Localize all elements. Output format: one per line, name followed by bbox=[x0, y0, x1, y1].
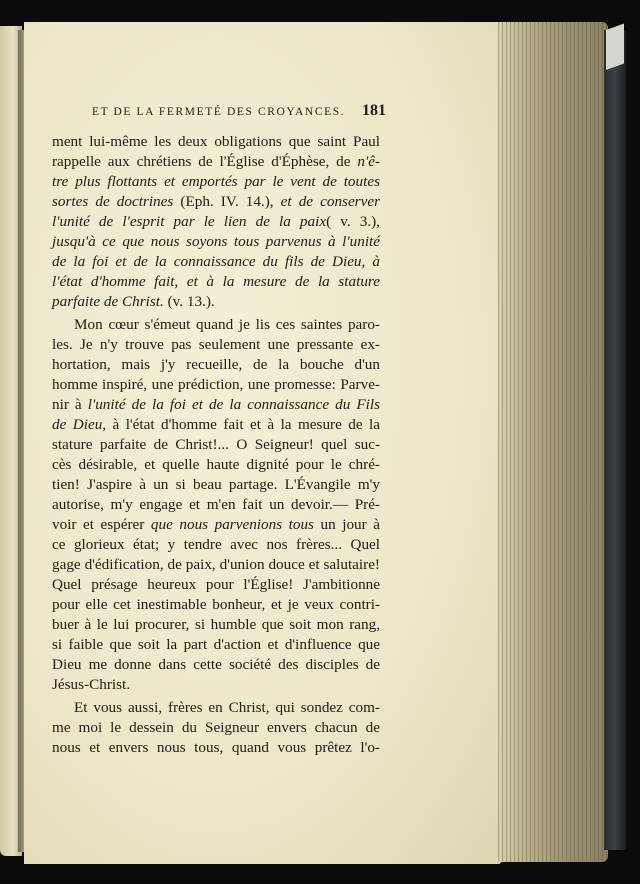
italic-segment: jusqu'à ce que nous soyons tous parvenus à l'unité bbox=[52, 233, 380, 250]
text-line bbox=[52, 595, 380, 615]
text-line bbox=[52, 415, 380, 435]
text-line bbox=[52, 395, 380, 415]
page-content bbox=[52, 102, 386, 758]
text-segment: tien! J'aspire à un si beau partage. L'Évangile m'y bbox=[52, 476, 380, 493]
text-line bbox=[52, 718, 380, 738]
italic-segment: de la foi et de la connaissance du fils de Dieu, à bbox=[52, 253, 380, 270]
text-line bbox=[52, 272, 380, 292]
text-segment: hortation, mais j'y recueille, de la bouche d'un bbox=[52, 356, 380, 373]
text-line bbox=[52, 252, 380, 272]
text-line bbox=[52, 698, 380, 718]
text-line bbox=[52, 535, 380, 555]
page-block-edges bbox=[498, 22, 608, 862]
text-line bbox=[52, 615, 380, 635]
text-segment: nous et envers nous tous, quand vous prêtez l'o- bbox=[52, 739, 380, 756]
cover-label-strip bbox=[606, 23, 624, 70]
text-line bbox=[52, 375, 380, 395]
text-line bbox=[52, 172, 380, 192]
italic-segment: sortes de doctrines bbox=[52, 193, 174, 210]
text-line bbox=[52, 212, 380, 232]
text-line bbox=[52, 292, 380, 312]
page-number: 181 bbox=[362, 102, 386, 119]
text-line bbox=[52, 152, 380, 172]
text-segment: stature parfaite de Christ!... O Seigneur! quel suc- bbox=[52, 436, 380, 453]
running-title: ET DE LA FERMETÉ DES CROYANCES. bbox=[92, 106, 346, 118]
text-segment: pour elle cet inestimable bonheur, et je veux contri- bbox=[52, 596, 380, 613]
text-segment: Mon cœur s'émeut quand je lis ces saintes paro- bbox=[74, 316, 380, 333]
italic-segment: et de conserver bbox=[280, 193, 380, 210]
text-segment: buer à le lui procurer, si humble que soit mon rang, bbox=[52, 616, 380, 633]
text-segment: ment lui-même les deux obligations que saint Paul bbox=[52, 133, 380, 150]
italic-segment: que nous parvenions tous bbox=[150, 516, 314, 533]
italic-segment: tre plus flottants et emportés par le vent de toutes bbox=[52, 173, 380, 190]
text-line bbox=[52, 738, 380, 758]
text-segment: un jour à bbox=[313, 516, 380, 533]
text-segment: me moi le dessein du Seigneur envers chacun de bbox=[52, 719, 380, 736]
text-line bbox=[52, 675, 380, 695]
text-segment: Dieu me donne dans cette société des disciples de bbox=[52, 656, 380, 673]
text-segment: Et vous aussi, frères en Christ, qui sondez com- bbox=[74, 699, 380, 716]
text-line bbox=[52, 132, 380, 152]
text-segment: cès désirable, et quelle haute dignité pour le chré- bbox=[52, 456, 380, 473]
text-line bbox=[52, 495, 380, 515]
text-line bbox=[52, 555, 380, 575]
text-segment: (Eph. IV. 14.), bbox=[173, 193, 281, 210]
body-text bbox=[52, 132, 380, 758]
text-segment: autorise, m'y engage et m'en fait un devoir.— Pré- bbox=[52, 496, 380, 513]
italic-segment: l'unité de la foi et de la connaissance du Fils bbox=[87, 396, 380, 413]
running-header bbox=[52, 102, 386, 122]
italic-segment: l'état d'homme fait, et à la mesure de la stature bbox=[52, 273, 380, 290]
text-segment: , à l'état d'homme fait et à la mesure de la bbox=[102, 416, 380, 433]
text-segment: ( v. 3.), bbox=[326, 213, 380, 230]
text-segment: rappelle aux chrétiens de l'Église d'Éphèse, de bbox=[52, 153, 358, 170]
text-line bbox=[52, 475, 380, 495]
text-line bbox=[52, 192, 380, 212]
italic-segment: l'unité de l'esprit par le lien de la paix bbox=[52, 213, 327, 230]
text-line bbox=[52, 435, 380, 455]
text-segment: Jésus-Christ. bbox=[52, 676, 131, 693]
text-segment: Quel présage heureux pour l'Église! J'ambitionne bbox=[52, 576, 380, 593]
text-line bbox=[52, 455, 380, 475]
text-segment: homme inspiré, une prédiction, une promesse: Parve- bbox=[52, 376, 380, 393]
italic-segment: n'ê- bbox=[357, 153, 380, 170]
text-segment: ce glorieux état; y tendre avec nos frères... Quel bbox=[52, 536, 380, 553]
text-segment: si faible que soit la part d'action et d'influence que bbox=[52, 636, 380, 653]
italic-segment: de Dieu bbox=[52, 416, 103, 433]
book-cover-edge bbox=[604, 30, 626, 850]
text-line bbox=[52, 315, 380, 335]
text-segment: gage d'édification, de paix, d'union douce et salutaire! bbox=[52, 556, 380, 573]
italic-segment: parfaite de Christ. bbox=[52, 293, 164, 310]
text-segment: les. Je n'y trouve pas seulement une pressante ex- bbox=[52, 336, 380, 353]
text-line bbox=[52, 355, 380, 375]
text-segment: nir à bbox=[52, 396, 88, 413]
text-line bbox=[52, 515, 380, 535]
text-line bbox=[52, 335, 380, 355]
text-line bbox=[52, 575, 380, 595]
text-segment: voir et espérer bbox=[52, 516, 151, 533]
text-line bbox=[52, 655, 380, 675]
text-line bbox=[52, 635, 380, 655]
text-line bbox=[52, 232, 380, 252]
text-segment: (v. 13.). bbox=[163, 293, 215, 310]
